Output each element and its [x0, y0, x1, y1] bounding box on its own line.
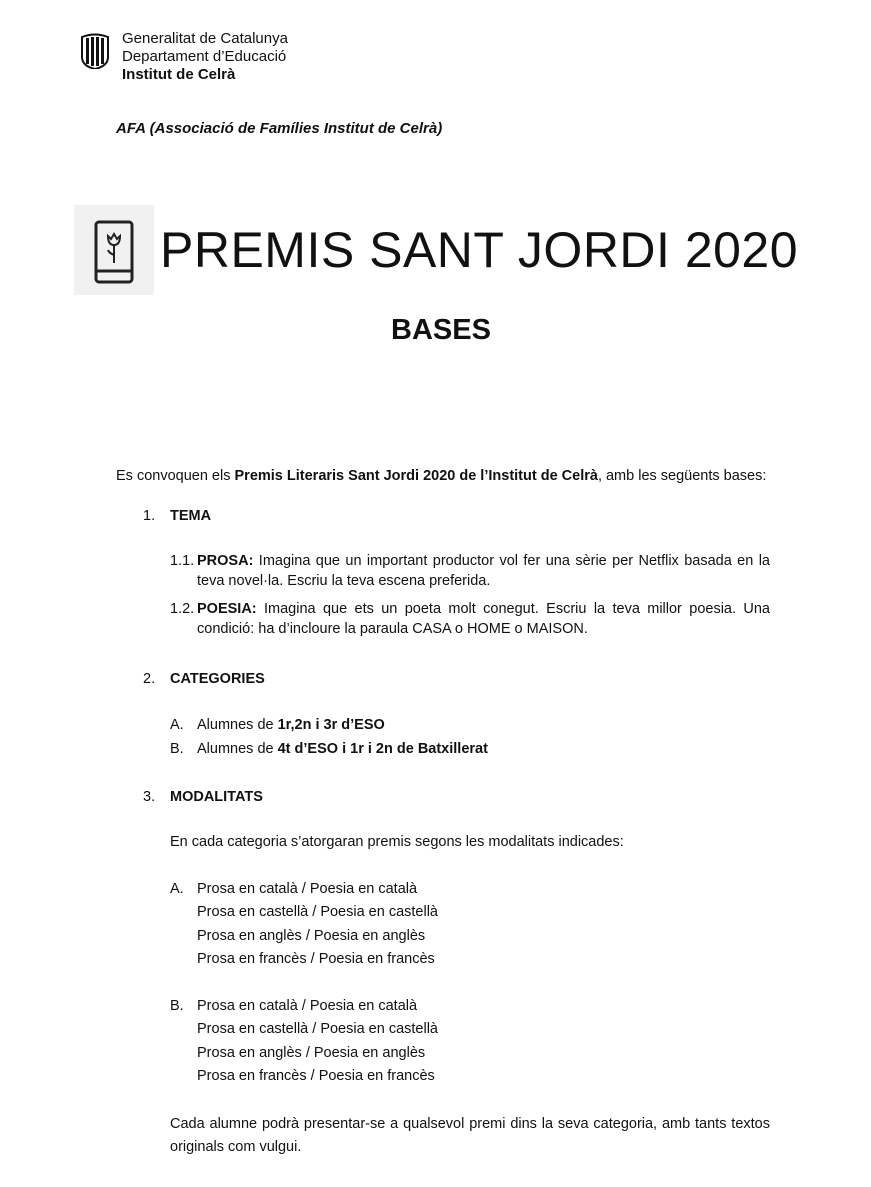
- item-text: Imagina que ets un poeta molt conegut. Escriu la teva millor poesia. Una condició: ha d’incloure la paraula CASA o HOME o MAISON.: [197, 601, 770, 637]
- generalitat-emblem-icon: [80, 33, 110, 69]
- afa-line: AFA (Associació de Famílies Institut de Celrà): [116, 120, 443, 137]
- header-department: Departament d’Educació: [122, 48, 287, 65]
- category-item: [197, 739, 488, 759]
- item-text: Imagina que un important productor vol fer una sèrie per Netflix basada en la teva novel·la. Escriu la teva escena preferida.: [197, 553, 770, 589]
- item-number: 1.2.: [170, 601, 195, 617]
- page-title: PREMIS SANT JORDI 2020: [160, 222, 799, 278]
- header-school: Institut de Celrà: [122, 66, 236, 83]
- item-label: POESIA:: [197, 601, 257, 617]
- modality-line: Prosa en francès / Poesia en francès: [197, 951, 435, 967]
- modality-line: Prosa en català / Poesia en català: [197, 881, 418, 897]
- item-label: PROSA:: [197, 553, 254, 569]
- list-letter: A.: [170, 881, 184, 897]
- section-number: 2.: [143, 671, 156, 687]
- intro-after: , amb les següents bases:: [597, 468, 767, 484]
- category-item: [197, 715, 385, 735]
- intro-bold: Premis Literaris Sant Jordi 2020 de l’Institut de Celrà: [234, 468, 598, 484]
- section-title-modalitats: MODALITATS: [170, 789, 263, 805]
- modality-line: Prosa en anglès / Poesia en anglès: [197, 928, 426, 944]
- category-prefix: Alumnes de: [197, 717, 278, 733]
- item-poesia: [197, 599, 770, 639]
- list-letter: A.: [170, 717, 184, 733]
- closing-paragraph: Cada alumne podrà presentar-se a qualsevol premi dins la seva categoria, amb tants textos originals com vulgui.: [170, 1116, 770, 1155]
- modality-line: Prosa en castellà / Poesia en castellà: [197, 1021, 438, 1037]
- section-title-categories: CATEGORIES: [170, 671, 265, 687]
- page-subtitle: BASES: [391, 314, 491, 346]
- list-letter: B.: [170, 998, 184, 1014]
- section-title-tema: TEMA: [170, 508, 212, 524]
- item-number: 1.1.: [170, 553, 195, 569]
- modalitats-intro: En cada categoria s’atorgaran premis segons les modalitats indicades:: [170, 834, 624, 850]
- category-bold: 4t d’ESO i 1r i 2n de Batxillerat: [277, 741, 488, 757]
- item-prosa: [197, 551, 770, 591]
- modality-line: Prosa en català / Poesia en català: [197, 998, 418, 1014]
- list-letter: B.: [170, 741, 184, 757]
- header-org: Generalitat de Catalunya: [122, 30, 288, 47]
- section-number: 3.: [143, 789, 156, 805]
- category-prefix: Alumnes de: [197, 741, 278, 757]
- section-number: 1.: [143, 508, 156, 524]
- category-bold: 1r,2n i 3r d’ESO: [277, 717, 385, 733]
- modality-line: Prosa en castellà / Poesia en castellà: [197, 904, 438, 920]
- intro-paragraph: [116, 466, 766, 486]
- modality-line: Prosa en anglès / Poesia en anglès: [197, 1045, 426, 1061]
- intro-before: Es convoquen els: [116, 468, 235, 484]
- book-rose-icon: [74, 205, 154, 295]
- modality-line: Prosa en francès / Poesia en francès: [197, 1068, 435, 1084]
